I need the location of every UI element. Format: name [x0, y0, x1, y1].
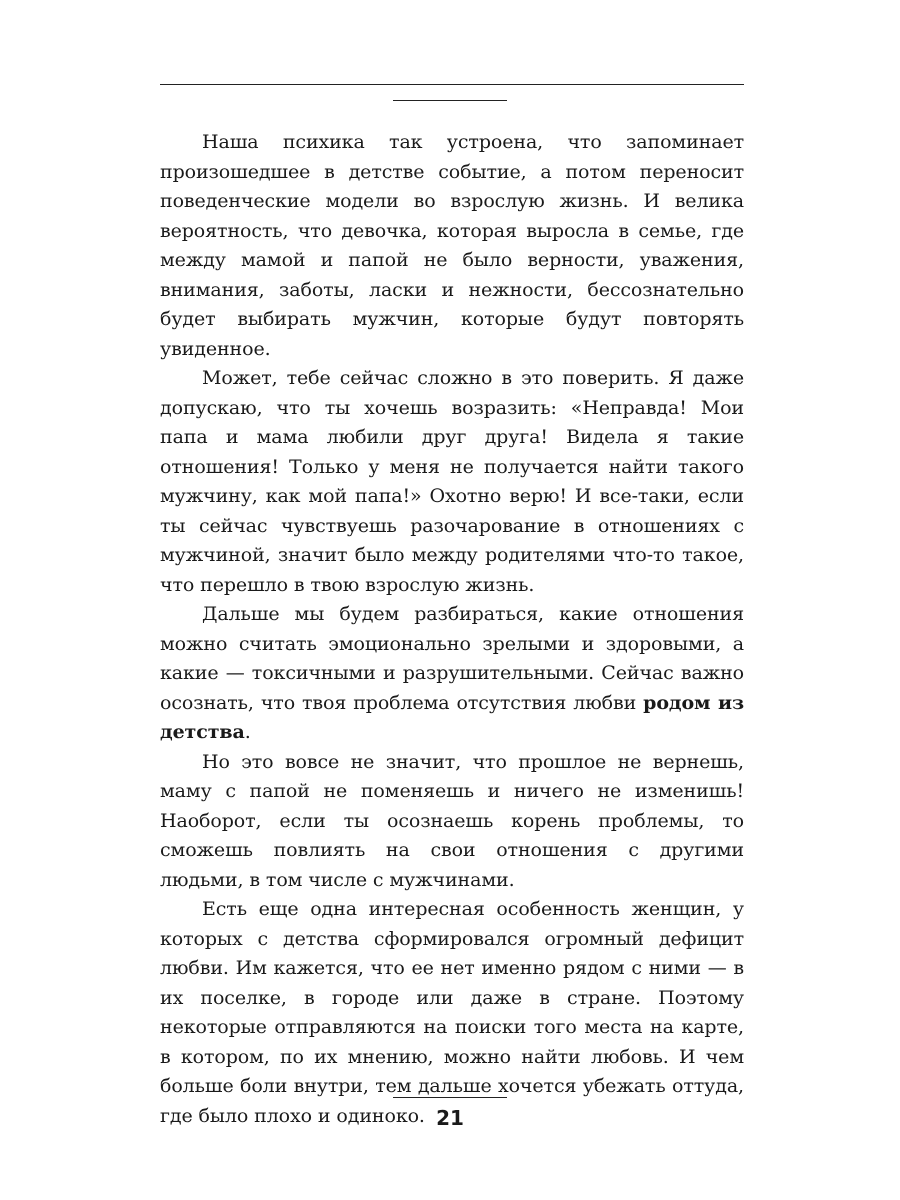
footer-rule: [393, 1097, 507, 1098]
body-text: [160, 128, 744, 1131]
paragraph-3-text: Дальше мы будем разбираться, какие отношения можно считать эмоционально зрелыми и здоровыми, а какие — токсичными и разрушительными. Сейчас важно осознать, что твоя проблема отсутствия любви: [160, 603, 744, 714]
paragraph-3-emphasis: родом из детства: [160, 691, 744, 743]
paragraph-1: Наша психика так устроена, что запоминает произошедшее в детстве событие, а потом переносит поведенческие модели во взрослую жизнь. И велика вероятность, что девочка, которая выросла в семье, где между мамой и папой не было верности, уважения, внимания, заботы, ласки и нежности, бессознательно будет выбирать мужчин, которые будут повторять увиденное.: [160, 131, 744, 360]
paragraph-4: Но это вовсе не значит, что прошлое не вернешь, маму с папой не поменяешь и ничего не изменишь! Наоборот, если ты осознаешь корень проблемы, то сможешь повлиять на свои отношения с другими людьми, в том числе с мужчинами.: [160, 750, 744, 891]
paragraph-3-end: .: [244, 721, 251, 743]
paragraph-5: Есть еще одна интересная особенность женщин, у которых с детства сформировался огромный дефицит любви. Им кажется, что ее нет именно рядом с ними — в их поселке, в городе или даже в стране. Поэтому некоторые отправляются на поиски того места на карте, в котором, по их мнению, можно найти любовь. И чем больше боли внутри, тем дальше хочется убежать оттуда, где было плохо и одиноко.: [160, 898, 744, 1127]
paragraph-2: Может, тебе сейчас сложно в это поверить. Я даже допускаю, что ты хочешь возразить: «Неправда! Мои папа и мама любили друг друга! Видела я такие отношения! Только у меня не получается найти такого мужчину, как мой папа!» Охотно верю! И все-таки, если ты сейчас чувствуешь разочарование в отношениях с мужчиной, значит было между родителями что-то такое, что перешло в твою взрослую жизнь.: [160, 367, 744, 596]
page-number: 21: [436, 1106, 464, 1130]
paragraph-3: [160, 600, 744, 748]
header-rule-short: [393, 100, 507, 101]
header-rule-long: [160, 84, 744, 85]
